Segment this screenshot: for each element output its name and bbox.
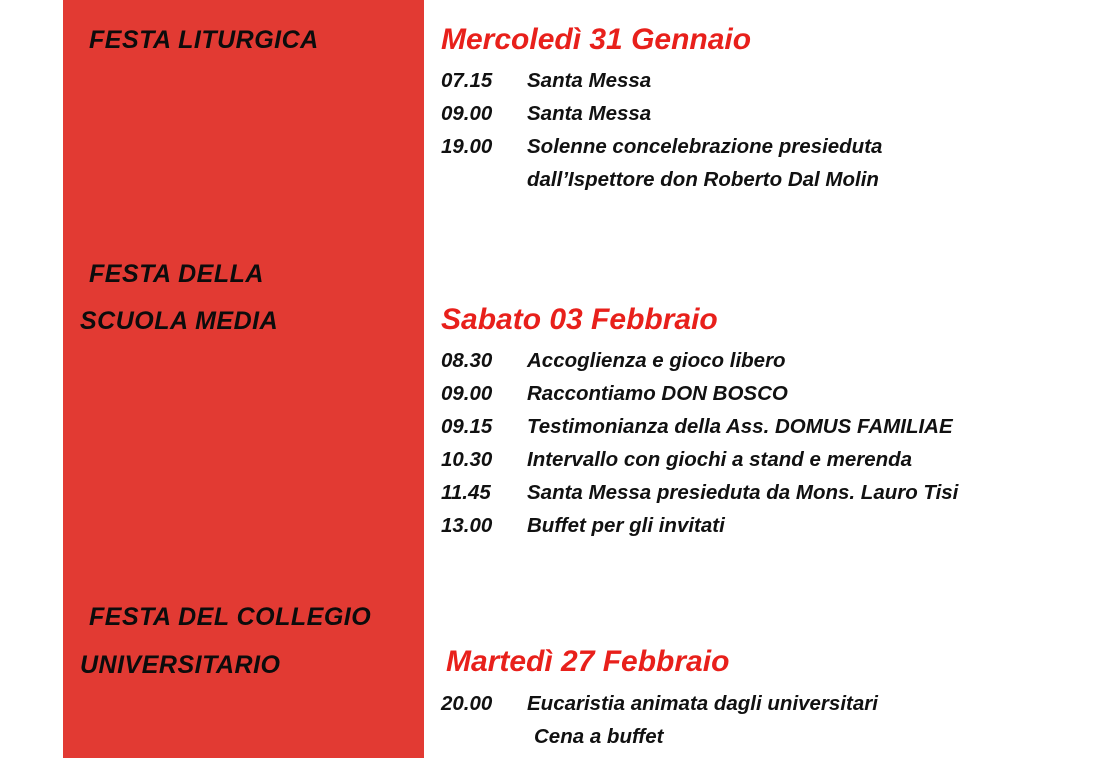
section-label-festa-della: FESTA DELLA: [89, 260, 264, 288]
event-time: 11.45: [441, 481, 491, 504]
section-label-universitario: UNIVERSITARIO: [80, 651, 281, 679]
schedule-festa-liturgica: [441, 64, 882, 196]
event-item: [441, 410, 958, 443]
date-heading-mercoledi: Mercoledì 31 Gennaio: [441, 23, 752, 56]
date-heading-sabato: Sabato 03 Febbraio: [441, 303, 718, 336]
schedule-scuola-media: [441, 344, 958, 542]
section-label-scuola-media: SCUOLA MEDIA: [80, 307, 279, 335]
red-side-band: [63, 0, 424, 758]
section-label-festa-liturgica: FESTA LITURGICA: [89, 26, 319, 54]
event-time: 08.30: [441, 349, 493, 372]
event-text: Testimonianza della Ass. DOMUS FAMILIAE: [527, 415, 953, 438]
event-time: 09.00: [441, 102, 493, 125]
schedule-collegio: [441, 687, 878, 753]
event-continuation: dall’Ispettore don Roberto Dal Molin: [527, 168, 879, 191]
event-time: 10.30: [441, 448, 493, 471]
event-continuation: Cena a buffet: [534, 725, 664, 748]
event-item: [441, 97, 882, 130]
event-time: 20.00: [441, 692, 493, 715]
event-text: Santa Messa: [527, 69, 652, 92]
event-item: [441, 509, 958, 542]
event-text: Accoglienza e gioco libero: [527, 349, 786, 372]
event-text: Santa Messa presieduta da Mons. Lauro Tisi: [527, 481, 959, 504]
event-text: Solenne concelebrazione presieduta: [527, 135, 883, 158]
event-time: 13.00: [441, 514, 493, 537]
event-text: Buffet per gli invitati: [527, 514, 725, 537]
event-item: [441, 344, 958, 377]
event-item: [441, 687, 878, 720]
event-text: Intervallo con giochi a stand e merenda: [527, 448, 913, 471]
event-item: [441, 130, 882, 163]
event-item: [441, 377, 958, 410]
event-text: Santa Messa: [527, 102, 652, 125]
event-time: 09.15: [441, 415, 493, 438]
event-item: [441, 443, 958, 476]
event-time: 09.00: [441, 382, 493, 405]
event-item: [441, 476, 958, 509]
event-text: Raccontiamo DON BOSCO: [527, 382, 788, 405]
section-label-festa-del-collegio: FESTA DEL COLLEGIO: [89, 603, 372, 631]
event-text: Eucaristia animata dagli universitari: [527, 692, 878, 715]
event-time: 07.15: [441, 69, 493, 92]
date-heading-martedi: Martedì 27 Febbraio: [446, 645, 730, 678]
event-time: 19.00: [441, 135, 493, 158]
event-item: [441, 64, 882, 97]
